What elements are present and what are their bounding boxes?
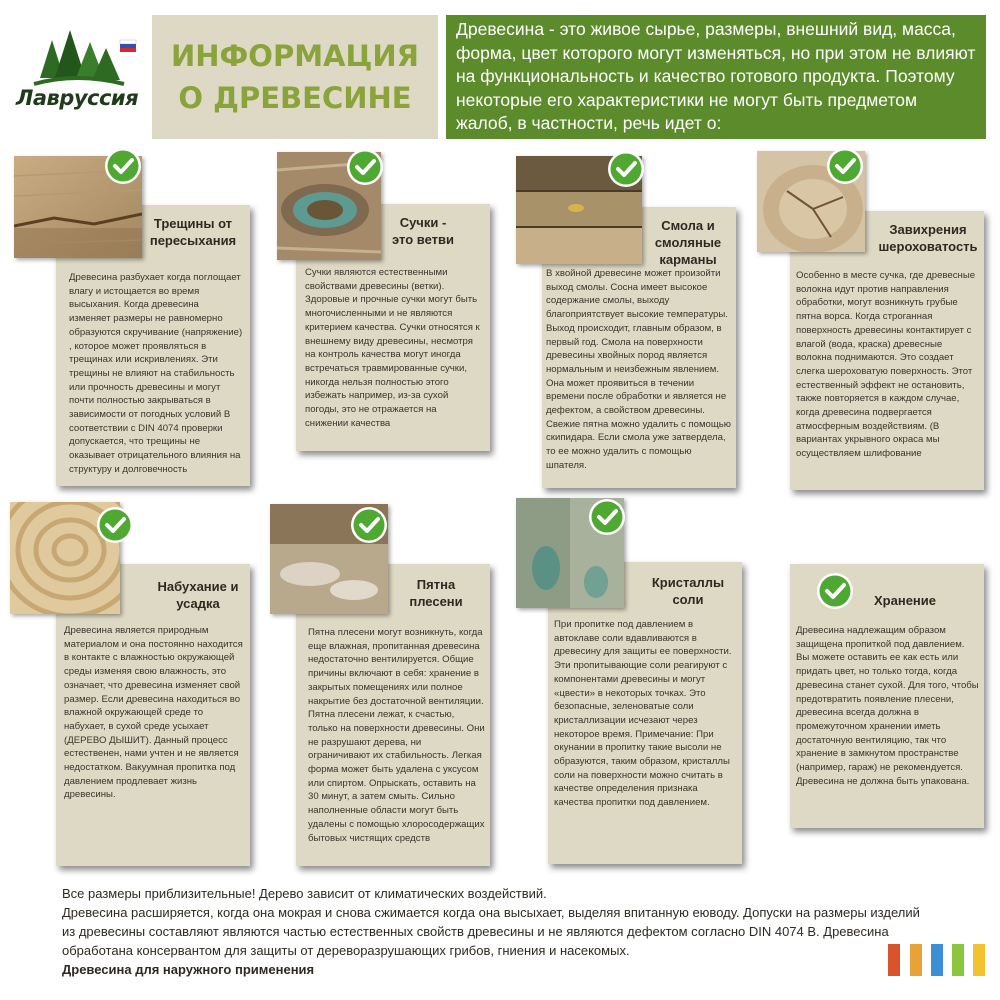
check-icon	[816, 572, 854, 610]
check-icon	[588, 498, 626, 536]
tree-logo-icon	[12, 22, 142, 88]
page-title: ИНФОРМАЦИЯ О ДРЕВЕСИНЕ	[170, 39, 419, 115]
footer-bold-line: Древесина для наружного применения	[62, 962, 315, 977]
card-title: Сучки - это ветви	[392, 215, 454, 247]
intro-box	[446, 15, 986, 139]
card-title: Набухание и усадка	[157, 579, 239, 611]
card-title: Трещины от пересыхания	[149, 216, 237, 248]
check-icon	[826, 147, 864, 185]
card-title: Пятна плесени	[409, 577, 463, 609]
footer-notes	[62, 884, 922, 979]
card-title: Завихрения шероховатость	[878, 222, 978, 254]
card-text: Древесина является природным материалом и она постоянно находится в контакте с влажностью окружающей среды изменяя свою влажность, это означает, что древесина изменяет свой размер. Если древесина находиться во влажной окружающей среде то набухает, в сухой среде усыхает (ДЕРЕВО ДЫШИТ). Данный процесс естественен, нами учтен и не является недостатком. Вакуумная пропитка под давлением продлевает жизнь древесины.	[64, 625, 243, 801]
check-icon	[607, 150, 645, 188]
card-text: При пропитке под давлением в автоклаве соли вдавливаются в древесину для защиты ее поверхности. Эти пропитывающие соли реагируют с компонентами древесины и могут «цвести» в некоторых точках. Это безопасные, зеленоватые соли кристаллизации исчезают через некоторое время. Примечание: При окунании в пропитку такие высоли не образуются, таким образом, кристаллы соли на поверхности можно считать в качестве определения признака качества пропитки под давлением.	[554, 619, 732, 809]
check-icon	[350, 506, 388, 544]
card-text: Пятна плесени могут возникнуть, когда еще влажная, пропитанная древесина недостаточно вентилируется. Общие причины включают в себя: хранение в закрытых помещениях или полное накрытие без достаточной вентиляции. Пятна плесени лежат, к счастью, только на поверхности древесины. Они не разрушают дерева, ни ограничивают их стабильность. Легкая форма может быть удалена с уксусом или спиртом. Опрыскать, оставить на 30 минут, а затем смыть. Сильно наполненные области могут быть удалены с помощью хлоросодержащих бытовых чистящих средств	[308, 627, 485, 844]
card-text: Древесина разбухает когда поглощает влагу и истощается во время высыхания. Когда древесина изменяет размеры не равномерно образуются скручивание (напряжение) , которое может проявляться в трещинах или искривлениях. Эти трещины не влияют на стабильность или прочность древесины и могут почти полностью закрываться в зависимости от погодных условий В соответствии с DIN 4074 проверки допускается, что трещины не оказывает отрицательного влияния на структуру и долговечность	[69, 272, 243, 475]
footer-line: Древесина расширяется, когда она мокрая и снова сжимается когда она высыхает, выделяя впитанную еюводу. Допуски на размеры изделий из древесины составляют являются частью естественных свойств древесины и не являются дефектом согласно DIN 4074 B. Древесина обработана консервантом для защиты от дереворазрушающих грибов, гниения и насекомых.	[62, 905, 920, 958]
card-text: Сучки являются естественными свойствами древесины (ветки). Здоровые и прочные сучки могут быть многочисленными и не являются критерием качества. Сучки относятся к внешнему виду древесины, несмотря на контроль качества могут иногда встречаться травмированные сучки, никогда нельзя полностью этого избежать например, из-за сухой погоды, это не отражается на снижении качества	[305, 267, 480, 429]
card-title: Смола и смоляные карманы	[654, 218, 722, 267]
card-text: В хвойной древесине может произойти выход смолы. Сосна имеет высокое содержание смолы, выходу благоприятствует высокие температуры. Выход происходит, главным образом, в первый год. Смола на поверхности древесины хвойных пород является нормальным и неизбежным явлением. Она может проявиться в течении времени после обработки и является не дефектом, а свойством древесины. Свежие пятна можно удалить с помощью скипидара. Если смола уже затвердела, то ее можно удалить с помощью шпателя.	[546, 268, 731, 471]
card-title: Хранение	[874, 593, 936, 608]
check-icon	[96, 506, 134, 544]
card-title: Кристаллы соли	[651, 575, 725, 607]
brand-name: Лавруссия	[15, 86, 139, 110]
card-text: Древесина надлежащим образом защищена пропиткой под давлением. Вы можете оставить ее как есть или придать цвет, но только тогда, когда древесина станет сухой. Для того, чтобы предотвратить появление плесени, древесина всегда должна в промежуточном хранении иметь достаточную вентиляцию, так что хранение в замкнутом пространстве (например, гараж) не рекомендуется. Древесина не должна быть упакована.	[796, 625, 979, 787]
brand-logo	[12, 22, 142, 122]
color-bars-icon	[888, 944, 986, 976]
check-icon	[346, 148, 384, 186]
intro-text: Древесина - это живое сырье, размеры, внешний вид, масса, форма, цвет которого могут изменяться, но при этом не влияют на функциональность и качество готового продукта. Поэтому некоторые его характеристики не могут быть предметом жалоб, в частности, речь идет о:	[456, 19, 976, 133]
card-roughness	[790, 211, 984, 490]
footer-line: Все размеры приблизительные! Дерево зависит от климатических воздействий.	[62, 886, 547, 901]
page-title-box	[152, 15, 438, 139]
card-text: Особенно в месте сучка, где древесные волокна идут против направления обработки, могут возникнуть грубые пятна ворса. Когда строганная поверхность древесины контактирует с влагой (вода, краска) древесные волокна поднимаются. Это создает слегка шероховатую поверхность. Этот естественный эффект не остановить, также повторяется в каждом случае, когда древесина подвергается атмосферным воздействиям. (В вариантах укрывного окраса мы осуществляем шлифование	[796, 270, 976, 460]
check-icon	[104, 147, 142, 185]
